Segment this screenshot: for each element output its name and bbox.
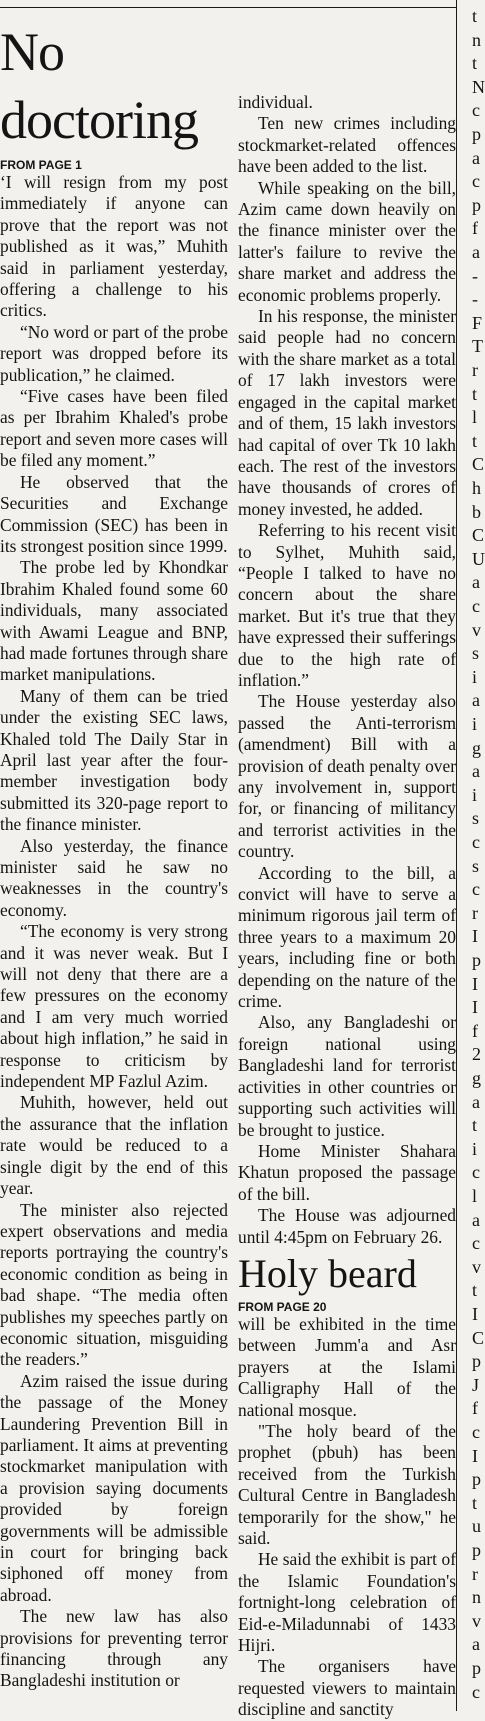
cropped-line-fragment: a (472, 1091, 480, 1112)
cropped-line-fragment: i (472, 714, 478, 734)
cropped-line-fragment: t (472, 1115, 478, 1136)
cropped-line-fragment: c (472, 596, 480, 616)
cropped-line-fragment: i (472, 784, 478, 805)
cropped-line-fragment: a (472, 690, 480, 711)
paragraph: The new law has also provisions for preventing terror financing through any Bangladeshi institution or (0, 1606, 228, 1691)
cropped-line-fragment: f (472, 1020, 478, 1041)
paragraph: Azim raised the issue during the passage of the Money Laundering Prevention Bill in parliament. It aims at preventing stockmarket manipulation with a provision saying documents provided by foreign governments will be admissible in court for bringing back siphoned off money from abroad. (0, 1370, 228, 1605)
column-middle (238, 92, 456, 1720)
column-rule (456, 0, 457, 1711)
cropped-line-fragment: - (472, 289, 478, 310)
paragraph: While speaking on the bill, Azim came down heavily on the finance minister over the latter's failure to revive the share market and address the economic problems properly. (238, 177, 456, 305)
paragraph: Also yesterday, the finance minister said he saw no weaknesses in the country's economy. (0, 835, 228, 920)
cropped-line-fragment: t (472, 383, 478, 404)
cropped-line-fragment: C (472, 525, 485, 546)
cropped-line-fragment: p (472, 124, 481, 144)
column-left (0, 18, 228, 1711)
cropped-line-fragment: n (472, 29, 481, 50)
paragraph: Many of them can be tried under the existing SEC laws, Khaled told The Daily Star in April last year after the four-member investigation body submitted its 320-page report to the finance minister. (0, 685, 228, 835)
cropped-line-fragment: T (472, 336, 483, 357)
paragraph: Home Minister Shahara Khatun proposed the passage of the bill. (238, 1140, 456, 1204)
paragraph: individual. (238, 92, 313, 112)
cropped-line-fragment: p (472, 1469, 481, 1490)
jump-label: FROM PAGE 1 (0, 158, 82, 172)
paragraph: He observed that the Securities and Exchange Commission (SEC) has been in its strongest position since 1999. (0, 471, 228, 556)
cropped-line-fragment: a (472, 761, 480, 782)
cropped-line-fragment: p (472, 1351, 481, 1372)
cropped-line-fragment: a (472, 147, 480, 168)
cropped-line-fragment: f (472, 1398, 478, 1419)
paragraph: The organisers have requested viewers to maintain discipline and sanctity (238, 1656, 456, 1720)
paragraph: “No word or part of the probe report was dropped before its publication,” he claimed. (0, 321, 228, 385)
paragraph: The House was adjourned until 4:45pm on February 26. (238, 1205, 456, 1247)
cropped-line-fragment: J (472, 1374, 480, 1395)
cropped-line-fragment: v (472, 1256, 481, 1277)
cropped-line-fragment: p (472, 1540, 481, 1560)
cropped-line-fragment: p (472, 950, 481, 970)
cropped-line-fragment: C (472, 1327, 485, 1348)
cropped-line-fragment: l (472, 407, 478, 428)
cropped-line-fragment: 2 (472, 1044, 481, 1065)
paragraph: Also, any Bangladeshi or foreign national using Bangladeshi land for terrorist activities in other countries or supporting such activities will be brought to justice. (238, 1012, 456, 1140)
cropped-line-fragment: I (472, 926, 478, 947)
cropped-line-fragment: u (472, 1516, 481, 1537)
cropped-line-fragment: F (472, 312, 483, 333)
cropped-line-fragment: v (472, 619, 481, 640)
paragraph: “The economy is very strong and it was never weak. But I will not deny that there are a few pressures on the economy and I am very much worried about high inflation,” he said in response to criticism by independent MP Fazlul Azim. (0, 921, 228, 1092)
cropped-line-fragment: C (472, 454, 485, 475)
cropped-line-fragment: c (472, 879, 480, 900)
cropped-line-fragment: c (472, 1422, 480, 1442)
paragraph: "The holy beard of the prophet (pbuh) has been received from the Turkish Cultural Centre in Bangladesh temporarily for the show," he said. (238, 1420, 456, 1548)
cropped-line-fragment: c (472, 100, 480, 121)
cropped-line-fragment: c (472, 1233, 480, 1254)
cropped-line-fragment: s (472, 643, 480, 664)
cropped-line-fragment: a (472, 1209, 480, 1230)
cropped-line-fragment: - (472, 265, 478, 286)
paragraph: He said the exhibit is part of the Islamic Foundation's fortnight-long celebration of Eid-e-Miladunnabi of 1433 Hijri. (238, 1549, 456, 1656)
cropped-line-fragment: s (472, 855, 480, 876)
cropped-line-fragment: c (472, 832, 480, 852)
cropped-line-fragment: b (472, 501, 481, 522)
cropped-line-fragment: N (472, 76, 485, 97)
cropped-line-fragment: t (472, 1280, 478, 1301)
paragraph: Ten new crimes including stockmarket-related offences have been added to the list. (238, 113, 456, 177)
cropped-line-fragment: n (472, 1587, 481, 1608)
paragraph: ‘I will resign from my post immediately if anyone can prove that the report was not published as it was,” Muhith said in parliament yesterday, offering a challenge to his critics. (0, 172, 228, 321)
cropped-line-fragment: a (472, 242, 480, 262)
top-rule (0, 7, 456, 8)
cropped-line-fragment: t (472, 430, 478, 451)
cropped-line-fragment: r (472, 902, 478, 923)
paragraph: The minister also rejected expert observations and media reports portraying the country's economic condition as being in bad shape. “The media often publishes my speeches partly on economic situation, misguiding the readers.” (0, 1199, 228, 1370)
cropped-line-fragment: i (472, 1138, 478, 1159)
headline-no-doctoring: No doctoring (0, 22, 198, 150)
cropped-line-fragment: v (472, 1610, 481, 1631)
jump-label: FROM PAGE 20 (238, 1299, 327, 1314)
cropped-line-fragment: a (472, 1634, 480, 1655)
cropped-line-fragment: I (472, 1445, 478, 1466)
cropped-line-fragment: s (472, 808, 480, 829)
paragraph: will be exhibited in the time between Jumm'a and Asr prayers at the Islami Calligraphy Hall of the national mosque. (238, 1313, 456, 1420)
cropped-line-fragment: t (472, 6, 478, 26)
paragraph: The House yesterday also passed the Anti-terrorism (amendment) Bill with a provision of death penalty over any involvement in, support for, or financing of militancy and terrorist activities in the country. (238, 691, 456, 862)
cropped-line-fragment: U (472, 548, 485, 569)
cropped-line-fragment: c (472, 171, 480, 192)
cropped-line-fragment: I (472, 997, 478, 1018)
paragraph: Muhith, however, held out the assurance that the inflation rate would be reduced to a single digit by the end of this year. (0, 1092, 228, 1199)
cropped-line-fragment: c (472, 1162, 480, 1183)
cropped-line-fragment: t (472, 53, 478, 74)
paragraph: In his response, the minister said people had no concern with the share market as a total of 17 lakh investors were engaged in the capital market and of them, 15 lakh investors had capital of over Tk 10 lakh each. The rest of the investors have thousands of crores of money invested, he added. (238, 306, 456, 519)
cropped-line-fragment: g (472, 737, 481, 758)
cropped-line-fragment: t (472, 1492, 478, 1513)
cropped-line-fragment: h (472, 478, 481, 498)
cropped-line-fragment: r (472, 1563, 478, 1584)
column-right-cropped (472, 0, 485, 1711)
cropped-line-fragment: l (472, 1186, 478, 1206)
cropped-line-fragment: r (472, 360, 478, 380)
paragraph: The probe led by Khondkar Ibrahim Khaled found some 60 individuals, many associated with Awami League and BNP, had made fortunes through share market manipulations. (0, 557, 228, 685)
cropped-line-fragment: c (472, 1681, 480, 1702)
cropped-line-fragment: g (472, 1068, 481, 1088)
cropped-line-fragment: p (472, 1658, 481, 1678)
paragraph: Referring to his recent visit to Sylhet, Muhith said, “People I talked to have no concern about the share market. But it's true that they have expressed their sufferings due to the high rate of inflation.” (238, 520, 456, 690)
cropped-line-fragment: p (472, 194, 481, 215)
paragraph: According to the bill, a convict will have to serve a minimum rigorous jail term of three years to a maximum 20 years, including fine or both depending on the nature of the crime. (238, 862, 456, 1012)
cropped-line-fragment: I (472, 1304, 478, 1324)
cropped-line-fragment: a (472, 572, 480, 593)
cropped-line-fragment: I (472, 973, 478, 994)
headline-holy-beard: Holy beard (238, 1250, 417, 1296)
cropped-line-fragment: f (472, 218, 478, 239)
paragraph: “Five cases have been filed as per Ibrahim Khaled's probe report and seven more cases will be filed any moment.” (0, 386, 228, 471)
cropped-line-fragment: i (472, 666, 478, 687)
